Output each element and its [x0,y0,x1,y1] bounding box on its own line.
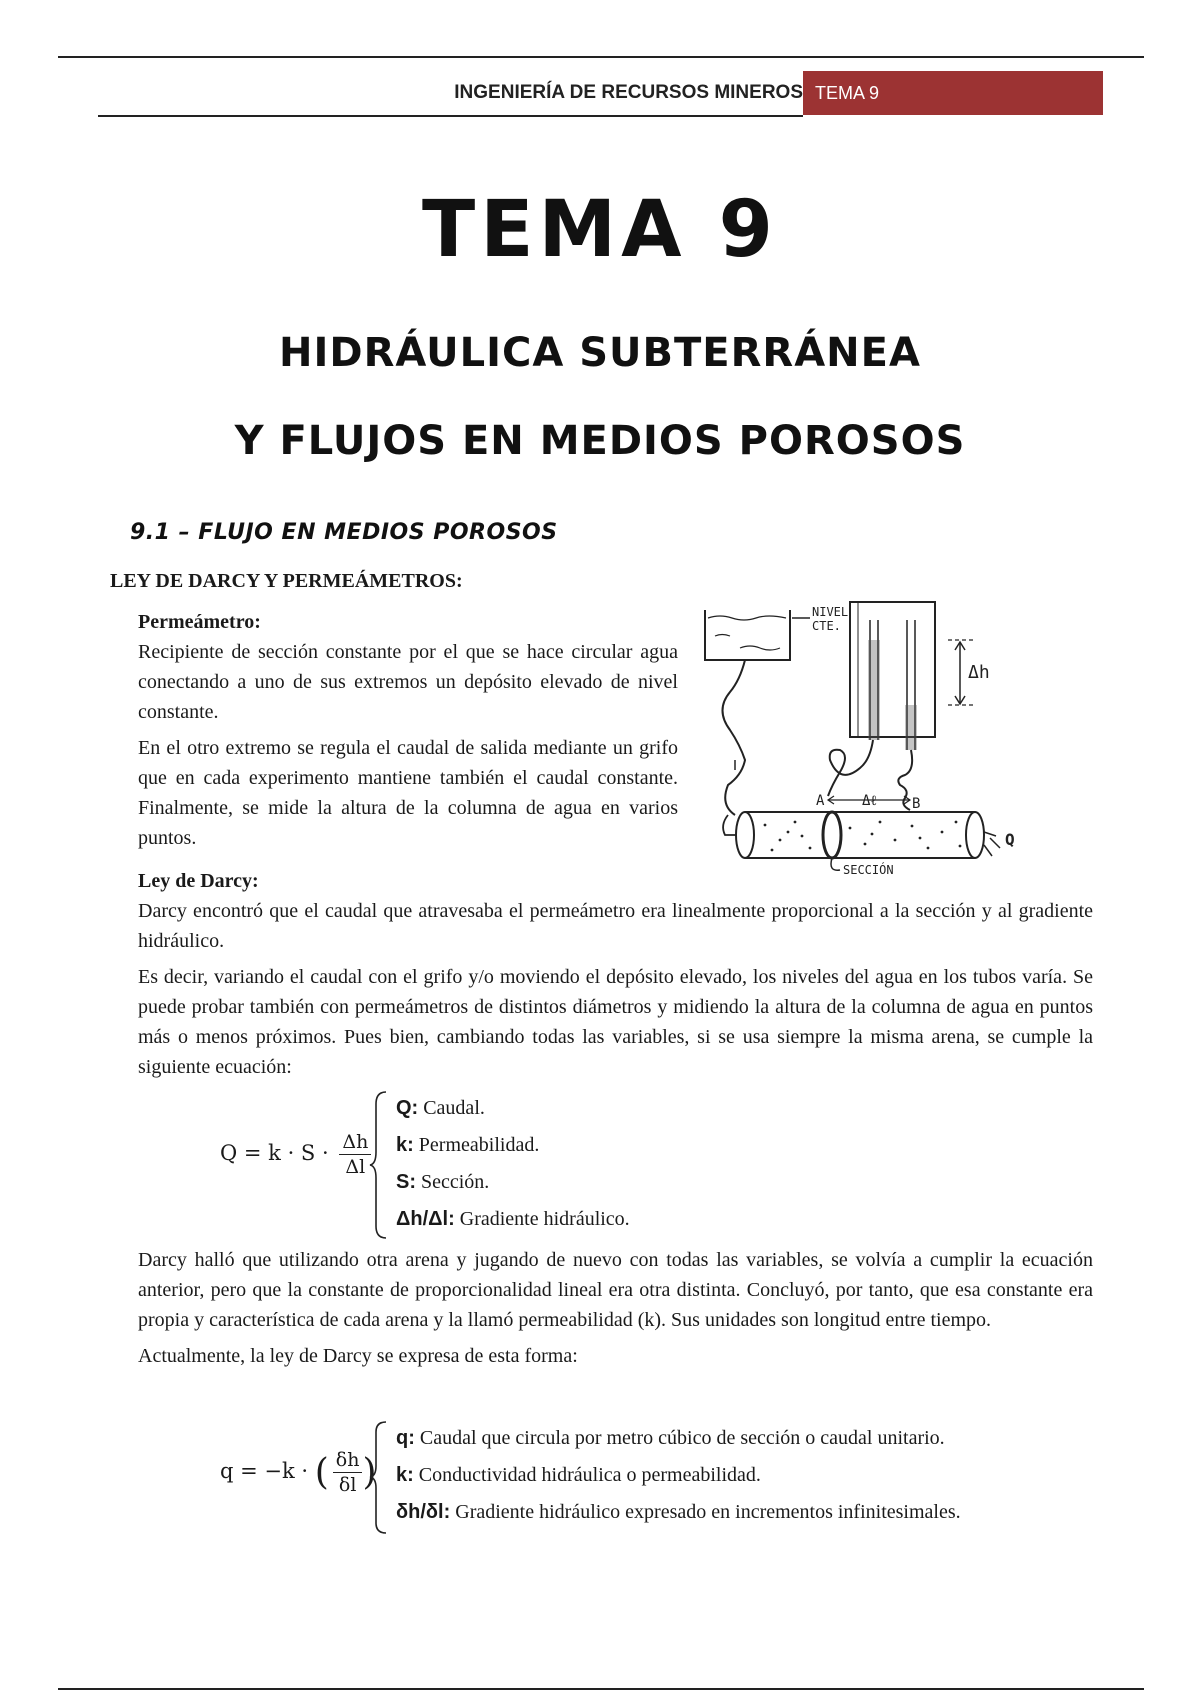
header-underline [98,115,803,117]
supply-hose [723,660,746,815]
darcy-heading: Ley de Darcy: [138,870,259,892]
permeametro-heading: Permeámetro: [138,611,261,633]
formula-q-unit: q = −k · ( $\frac{\delta h}{\delta l}$ ) [220,1449,377,1496]
label-cte: CTE. [812,619,841,633]
fraction-numerator: δh [333,1448,363,1473]
label-seccion: SECCIÓN [843,863,894,875]
piezometer-board [850,602,935,737]
darcy-block [138,866,1093,1082]
label-q: Q [1005,830,1015,849]
definition-item: Q: Caudal. [396,1097,485,1119]
scale-ticks [868,640,917,750]
definition-item: q: Caudal que circula por metro cúbico de sección o caudal unitario. [396,1427,945,1449]
equation-darcy-2 [220,1420,1120,1535]
chapter-title: TEMA 9 [422,185,778,275]
label-dl: Δℓ [862,793,878,809]
equation-darcy-1 [220,1090,1120,1240]
permeametro-block [138,607,678,853]
brace-left [368,1090,390,1240]
label-dh: Δh [968,662,990,683]
permeametro-paragraph-1: Recipiente de sección constante por el que se hace circular agua conectando a uno de sus extremos un depósito elevado de nivel constante. [138,641,678,723]
definition-item: Δh/Δl: Gradiente hidráulico. [396,1208,630,1230]
permeameter-diagram [700,600,1060,875]
sand-dots [764,821,962,852]
chapter-tag: TEMA 9 [803,71,1103,115]
darcy-block-continued [138,1245,1093,1371]
law-heading: LEY DE DARCY Y PERMEÁMETROS: [110,570,463,592]
fraction [339,1130,371,1179]
permeametro-paragraph-2: En el otro extremo se regula el caudal de salida mediante un grifo que en cada experimento mantiene también el caudal constante. Finalmente, se mide la altura de la columna de agua en varios puntos. [138,737,678,849]
brace-left [368,1420,390,1535]
section-heading: 9.1 – FLUJO EN MEDIOS POROSOS [130,520,558,545]
darcy-paragraph-4: Actualmente, la ley de Darcy se expresa de esta forma: [138,1345,578,1367]
top-rule [58,56,1144,58]
tube-coil-a [828,740,873,796]
fraction-numerator: Δh [339,1130,371,1155]
section-cut [823,812,841,858]
fraction-denominator: δl [338,1474,357,1496]
definition-item: S: Sección. [396,1171,490,1193]
formula-lhs: q = −k · [220,1459,309,1483]
formula-lhs: Q = k · S · [220,1141,329,1165]
course-title: INGENIERÍA DE RECURSOS MINEROS [454,82,803,103]
chapter-subtitle-line-2: Y FLUJOS EN MEDIOS POROSOS [234,418,966,464]
definition-list [396,1420,961,1531]
formula-q [220,1130,371,1179]
darcy-paragraph-2: Es decir, variando el caudal con el grifo y/o moviendo el depósito elevado, los niveles del agua en los tubos varía. Se puede probar también con permeámetros de distintos diámetros y midiendo la altura de la columna de agua en puntos más o menos próximos. Pues bien, cambiando todas las variables, si se usa siempre la misma arena, se cumple la siguiente ecuación: [138,966,1093,1078]
label-nivel: NIVEL [812,605,849,619]
label-a: A [816,793,825,809]
fraction-denominator: Δl [345,1156,366,1178]
bottom-rule [58,1688,1144,1690]
chapter-subtitle-line-1: HIDRÁULICA SUBTERRÁNEA [279,330,921,376]
definition-item: k: Conductividad hidráulica o permeabilidad. [396,1464,761,1486]
darcy-paragraph-3: Darcy halló que utilizando otra arena y jugando de nuevo con todas las variables, se volvía a cumplir la ecuación anterior, pero que la constante de proporcionalidad lineal era otra distinta. Concluyó, por tanto, que esa constante era propia y característica de cada arena y la llamó permeabilidad (k). Sus unidades son longitud entre tiempo. [138,1249,1093,1331]
definition-item: k: Permeabilidad. [396,1134,540,1156]
definition-item: δh/δl: Gradiente hidráulico expresado en incrementos infinitesimales. [396,1501,961,1523]
tube-coil-b [898,750,912,810]
label-b: B [912,796,921,812]
outlet-tap [984,832,1000,856]
definition-list [396,1090,630,1238]
darcy-paragraph-1: Darcy encontró que el caudal que atravesaba el permeámetro era linealmente proporcional a la sección y al gradiente hidráulico. [138,900,1093,952]
page-header [98,70,1103,116]
fraction [333,1448,363,1497]
